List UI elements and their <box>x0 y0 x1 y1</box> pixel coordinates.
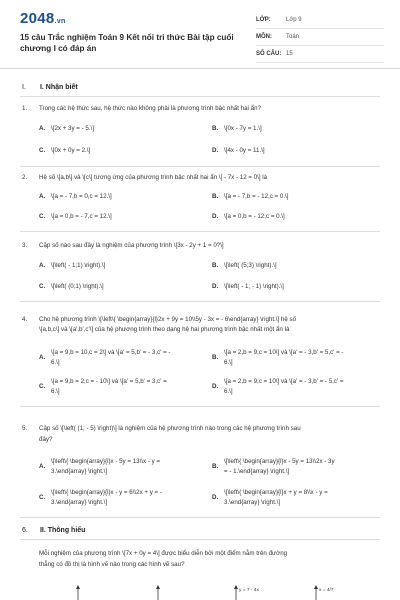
quiz-content <box>0 68 400 600</box>
option-text: \[0x + 0y = 2.\] <box>51 147 91 154</box>
option-label: D. <box>212 494 219 501</box>
meta-row-subject <box>256 29 384 46</box>
question-text: Cặp số nào sau đây là nghiệm của phương trình \[3x - 2y + 1 = 0?\] <box>39 242 224 249</box>
section-divider <box>20 539 380 540</box>
option-label: A. <box>39 125 46 132</box>
option-text: \[a = - 7,b = 0,c = 12.\] <box>51 193 112 200</box>
option-text: \[\left( - 1; - 1) \right).\] <box>224 283 284 290</box>
meta-row-count <box>256 46 384 63</box>
section-number: I. <box>22 84 26 91</box>
option-label: C. <box>39 383 46 390</box>
option-label: B. <box>212 193 219 200</box>
section-heading <box>22 526 85 535</box>
question-number: 1. <box>22 105 28 112</box>
graph-label: y = 7 · 4x <box>239 588 259 593</box>
meta-value: 15 <box>286 51 293 57</box>
graph-b <box>152 584 176 600</box>
logo-suffix: .vn <box>54 18 66 25</box>
question-number: 2. <box>22 174 28 181</box>
meta-value: Lớp 9 <box>286 17 302 23</box>
section-name: II. Thông hiểu <box>39 527 86 534</box>
graph-label: x = 4/7 <box>319 588 334 593</box>
graph-c <box>230 584 290 600</box>
option-text-line: \[\left\{ \begin{array}{l}x - 5y = 13\\x - y = <box>51 458 161 465</box>
option-label: D. <box>212 147 219 154</box>
option-text: \[\left( (5;3) \right).\] <box>224 262 277 269</box>
option-text-line: \[a = 9,b = 10,c = 2\] và \[a' = 5,b' = - 3,c' = - <box>51 349 171 356</box>
option-label: B. <box>212 262 219 269</box>
section-number: 6. <box>22 527 28 534</box>
question-number: 4. <box>22 316 28 323</box>
option-text-line: 3.\end{array} \right.\] <box>51 499 108 506</box>
option-text: \[\left( (0;1) \right).\] <box>51 283 104 290</box>
option-text-line: \[\left\{ \begin{array}{l}x + y = 8\\x - y = <box>224 489 328 496</box>
meta-key: LỚP: <box>256 17 271 23</box>
question-text-line: thẳng có đồ thị là hình vẽ nào trong các hình vẽ sau? <box>39 561 185 568</box>
option-label: D. <box>212 383 219 390</box>
option-label: B. <box>212 125 219 132</box>
option-text-line: \[a = 2,b = 9,c = 10\] và \[a' = - 3,b' = 5,c' = - <box>224 349 344 356</box>
question-text-line: Cặp số \[\left( (1; - 5) \right)\] là nghiệm của hệ phương trình nào trong các hệ phương trình sau <box>39 425 301 432</box>
option-text-line: 3.\end{array} \right.\] <box>51 468 108 475</box>
quiz-meta <box>256 12 384 63</box>
option-label: D. <box>212 213 219 220</box>
option-text: \[a = 0,b = - 12,c = 0.\] <box>224 213 285 220</box>
meta-row-class <box>256 12 384 29</box>
option-label: C. <box>39 213 46 220</box>
section-divider <box>20 96 380 97</box>
answer-graphs <box>60 584 380 600</box>
meta-key: MÔN: <box>256 34 272 40</box>
option-text-line: 3.\end{array} \right.\] <box>224 499 281 506</box>
graph-d <box>310 584 370 600</box>
section-divider <box>20 517 380 518</box>
option-label: D. <box>212 283 219 290</box>
question-text-line: đây? <box>39 436 53 443</box>
question-divider <box>20 301 380 302</box>
option-text: \[a = - 7,b = - 12,c = 0.\] <box>224 193 289 200</box>
meta-value: Toán <box>286 34 300 40</box>
option-label: C. <box>39 283 46 290</box>
graph-a <box>72 584 96 600</box>
question-divider <box>20 166 380 167</box>
option-text: \[a = 0,b = - 7,c = 12.\] <box>51 213 112 220</box>
question-text: Hệ số \[a,b\] và \[c\] tương ứng của phương trình bậc nhất hai ẩn \[ - 7x - 12 = 0\] là <box>39 174 268 181</box>
option-label: A. <box>39 262 46 269</box>
option-text-line: 6.\] <box>224 359 233 366</box>
option-text: \[4x - 0y = 11.\] <box>224 147 265 154</box>
option-text-line: 6.\] <box>224 388 233 395</box>
option-text: \[2x + 3y = - 5.\] <box>51 125 94 132</box>
option-label: B. <box>212 354 219 361</box>
question-text-line: \[a,b,c\] và \[a',b',c'\] của hệ phương trình theo dạng hệ hai phương trình bậc nhất một ẩn là <box>39 326 290 333</box>
option-text-line: 6.\] <box>51 359 60 366</box>
option-text-line: 6.\] <box>51 388 60 395</box>
option-label: C. <box>39 494 46 501</box>
axis-arrow-icon <box>72 584 96 600</box>
question-number: 3. <box>22 242 28 249</box>
option-text-line: \[a = 9,b = 2,c = - 10\] và \[a' = 5,b' = 3,c' = <box>51 378 167 385</box>
question-number: 5. <box>22 425 28 432</box>
section-heading <box>22 83 78 92</box>
option-text-line: \[\left\{ \begin{array}{l}x - 5y = 13\\2x - 3y <box>224 458 335 465</box>
question-divider <box>20 231 380 232</box>
option-label: A. <box>39 354 46 361</box>
option-text-line: \[a = 2,b = 9,c = 10\] và \[a' = - 3,b' = - 5,c' = <box>224 378 344 385</box>
axis-arrow-icon <box>152 584 176 600</box>
option-text: \[\left( - 1;1) \right).\] <box>51 262 106 269</box>
option-text-line: \[\left\{ \begin{array}{l}x - y = 6\\2x + y = - <box>51 489 162 496</box>
question-text: Trong các hệ thức sau, hệ thức nào không phải là phương trình bậc nhất hai ẩn? <box>39 105 261 112</box>
option-label: A. <box>39 193 46 200</box>
option-label: C. <box>39 147 46 154</box>
question-divider <box>20 406 380 407</box>
page-header <box>0 0 400 69</box>
option-text: \[0x - 7y = 1.\] <box>224 125 262 132</box>
site-logo[interactable] <box>20 10 66 27</box>
option-label: B. <box>212 463 219 470</box>
question-text-line: Cho hệ phương trình \[\left\{ \begin{array}{l}2x + 9y = 10\\5y - 3x = - 6\end{array} \right.\] hệ số <box>39 316 297 323</box>
section-name: I. Nhận biết <box>39 84 78 91</box>
quiz-title: 15 câu Trắc nghiệm Toán 9 Kết nối tri thức Bài tập cuối chương I có đáp án <box>20 33 234 53</box>
question-text-line: Mỗi nghiệm của phương trình \[7x + 0y = 4\] được biểu diễn bởi một điểm nằm trên đường <box>39 550 288 557</box>
logo-main: 2048 <box>20 10 55 27</box>
meta-key: SỐ CÂU: <box>256 51 282 57</box>
option-label: A. <box>39 463 46 470</box>
option-text-line: = - 1.\end{array} \right.\] <box>224 468 290 475</box>
